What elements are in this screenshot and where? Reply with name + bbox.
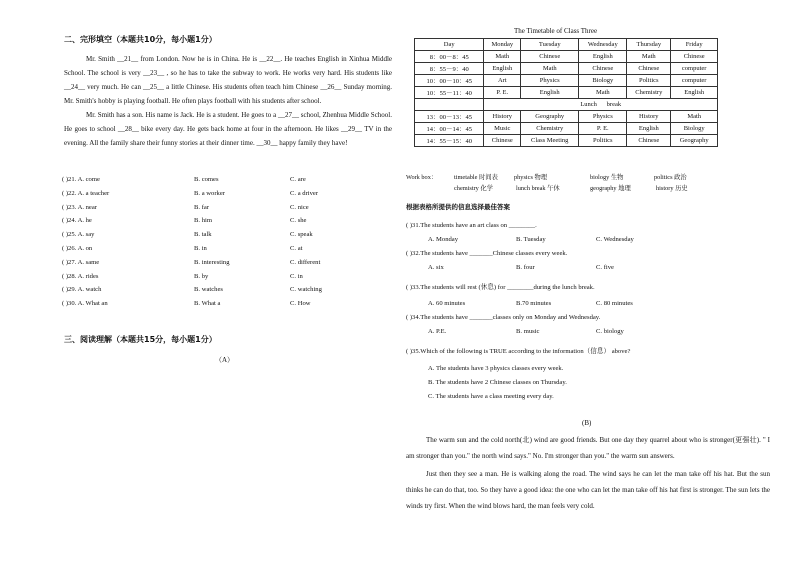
subject-cell: P. E. bbox=[484, 87, 521, 99]
option-b: B. him bbox=[194, 217, 212, 225]
timetable-row bbox=[415, 51, 718, 63]
subject-cell: Politics bbox=[579, 135, 627, 147]
subject-cell: Chinese bbox=[671, 51, 718, 63]
subject-cell: English bbox=[521, 87, 579, 99]
timetable-row bbox=[415, 87, 718, 99]
q31-option-c: C. Wednesday bbox=[596, 236, 634, 243]
subject-cell: History bbox=[484, 111, 521, 123]
subject-cell: Monday bbox=[484, 39, 521, 51]
timetable-row bbox=[415, 135, 718, 147]
subject-cell: Tuesday bbox=[521, 39, 579, 51]
question-option-a: ( )25. A. say bbox=[62, 231, 95, 239]
q32-option-a: A. six bbox=[428, 264, 444, 271]
subject-cell: Chinese bbox=[521, 51, 579, 63]
timetable-row bbox=[415, 75, 718, 87]
subject-cell: Chinese bbox=[484, 135, 521, 147]
subject-cell: Chinese bbox=[627, 63, 671, 75]
option-c: C. different bbox=[290, 258, 321, 266]
cloze-option-row bbox=[62, 245, 392, 257]
cloze-option-row bbox=[62, 286, 392, 298]
option-c: C. are bbox=[290, 176, 306, 183]
cloze-option-row bbox=[62, 190, 392, 202]
question-option-a: ( )23. A. near bbox=[62, 203, 97, 211]
option-c: C. watching bbox=[290, 286, 322, 294]
q35-option-c: C. The students have a class meeting every day. bbox=[428, 393, 554, 400]
word-box-item: geography 地理 bbox=[590, 185, 631, 192]
subject-cell: Politics bbox=[627, 75, 671, 87]
question-31: ( )31.The students have an art class on ________. bbox=[406, 222, 537, 229]
option-c: C. a driver bbox=[290, 189, 319, 197]
cloze-paragraph-1: Mr. Smith __21__ from London. Now he is in China. He is __22__. He teaches English in Xinhua Middle School. The school is very __23__ , so he has to take the subway to work. He works very hard. His students like __24__ very much. He can __25__ a little Chinese. His students often teach him Chinese __26__ Sunday morning. Mr. Smith's hobby is playing football. He often plays football with his students after school. bbox=[64, 55, 392, 105]
cloze-option-row bbox=[62, 300, 392, 312]
subject-cell: Geography bbox=[521, 111, 579, 123]
timetable-row bbox=[415, 63, 718, 75]
section-3-title: 三、阅读理解（本题共15分，每小题1分） bbox=[64, 335, 217, 344]
option-c: C. in bbox=[290, 272, 303, 280]
timetable-row bbox=[415, 111, 718, 123]
timetable-header-row bbox=[415, 39, 718, 51]
question-35: ( )35.Which of the following is TRUE according to the information（信息） above? bbox=[406, 348, 631, 355]
word-box-item: chemistry 化学 bbox=[454, 185, 493, 192]
q34-option-b: B. music bbox=[516, 328, 540, 335]
word-box-item: lunch break 午休 bbox=[516, 185, 560, 192]
subject-cell: Friday bbox=[671, 39, 718, 51]
instruction: 根据表格所提供的信息选择最佳答案 bbox=[406, 203, 510, 211]
part-b-label: (B) bbox=[582, 419, 592, 427]
q33-option-a: A. 60 minutes bbox=[428, 300, 466, 307]
word-box-item: politics 政治 bbox=[654, 174, 687, 181]
subject-cell: English bbox=[579, 51, 627, 63]
option-c: C. at bbox=[290, 245, 303, 252]
subject-cell: English bbox=[627, 123, 671, 135]
timetable-title: The Timetable of Class Three bbox=[514, 27, 598, 35]
option-b: B. interesting bbox=[194, 258, 230, 266]
subject-cell: English bbox=[671, 87, 718, 99]
question-option-a: ( )30. A. What an bbox=[62, 300, 108, 308]
time-cell: 10：55－11：40 bbox=[415, 87, 484, 99]
cloze-option-row bbox=[62, 217, 392, 229]
passage-b-paragraph-1: The warm sun and the cold north(北) wind are good friends. But one day they quarrel about who is stronger(更强壮). " I am stronger than you." the north wind says." No. I'm stronger than you." the warm sun answers. bbox=[406, 436, 770, 460]
option-b: B. a worker bbox=[194, 189, 225, 197]
passage-b bbox=[406, 432, 770, 514]
q34-option-a: A. P.E. bbox=[428, 328, 447, 335]
q33-option-c: C. 80 minutes bbox=[596, 300, 633, 307]
cloze-option-row bbox=[62, 231, 392, 243]
question-option-a: ( )22. A. a teacher bbox=[62, 189, 110, 197]
subject-cell: computer bbox=[671, 63, 718, 75]
option-b: B. What a bbox=[194, 300, 221, 308]
word-box-item: history 历史 bbox=[656, 185, 688, 192]
subject-cell: Math bbox=[521, 63, 579, 75]
word-box-item: timetable 时间表 bbox=[454, 174, 498, 181]
subject-cell: English bbox=[484, 63, 521, 75]
question-option-a: ( )24. A. he bbox=[62, 217, 92, 225]
subject-cell: Chinese bbox=[627, 135, 671, 147]
time-cell bbox=[415, 99, 484, 111]
section-2-title: 二、完形填空（本题共10分，每小题1分） bbox=[64, 35, 217, 44]
subject-cell: Math bbox=[579, 87, 627, 99]
q35-option-b: B. The students have 2 Chinese classes on Thursday. bbox=[428, 379, 567, 386]
subject-cell: Math bbox=[484, 51, 521, 63]
subject-cell: Math bbox=[627, 51, 671, 63]
cloze-option-row bbox=[62, 273, 392, 285]
q34-option-c: C. biology bbox=[596, 328, 624, 335]
question-option-a: ( )27. A. same bbox=[62, 258, 100, 266]
subject-cell: Wednesday bbox=[579, 39, 627, 51]
time-cell: 8：00－8：45 bbox=[415, 51, 484, 63]
q35-option-a: A. The students have 3 physics classes every week. bbox=[428, 365, 564, 372]
option-c: C. she bbox=[290, 217, 307, 225]
time-cell: 14：55－15：40 bbox=[415, 135, 484, 147]
cloze-passage bbox=[64, 52, 392, 150]
subject-cell: computer bbox=[671, 75, 718, 87]
question-32: ( )32.The students have _______Chinese classes every week. bbox=[406, 250, 568, 257]
question-34: ( )34.The students have _______classes only on Monday and Wednesday. bbox=[406, 314, 601, 321]
subject-cell: Art bbox=[484, 75, 521, 87]
passage-b-paragraph-2: Just then they see a man. He is walking along the road. The wind says he can let the man take off his hat. But the sun thinks he can do that, too. So they have a good idea: the one who can let the man take off his hat first is stronger. The sun lets the winds try first. When the wind blows hard, the man feels very cold. bbox=[406, 470, 770, 510]
subject-cell: Physics bbox=[521, 75, 579, 87]
subject-cell: Music bbox=[484, 123, 521, 135]
option-c: C. nice bbox=[290, 203, 309, 211]
q32-option-b: B. four bbox=[516, 264, 535, 271]
cloze-option-row bbox=[62, 176, 392, 188]
timetable-lunch-row bbox=[415, 99, 718, 111]
subject-cell: Biology bbox=[579, 75, 627, 87]
option-c: C. speak bbox=[290, 231, 313, 239]
option-b: B. comes bbox=[194, 176, 219, 183]
option-c: C. How bbox=[290, 300, 311, 308]
q32-option-c: C. five bbox=[596, 264, 614, 271]
subject-cell: Class Meeting bbox=[521, 135, 579, 147]
question-option-a: ( )28. A. rides bbox=[62, 272, 99, 280]
word-box-item: biology 生物 bbox=[590, 174, 624, 181]
time-cell: 10：00－10：45 bbox=[415, 75, 484, 87]
option-b: B. watches bbox=[194, 286, 223, 294]
subject-cell: Thursday bbox=[627, 39, 671, 51]
option-b: B. far bbox=[194, 203, 210, 211]
subject-cell: Chinese bbox=[579, 63, 627, 75]
subject-cell: Geography bbox=[671, 135, 718, 147]
time-cell: 14：00－14：45 bbox=[415, 123, 484, 135]
time-cell: 13：00－13：45 bbox=[415, 111, 484, 123]
time-cell: 8：55－9：40 bbox=[415, 63, 484, 75]
lunch-break-cell: Lunch break bbox=[484, 99, 718, 111]
word-box-item: physics 物理 bbox=[514, 174, 548, 181]
cloze-paragraph-2: Mr. Smith has a son. His name is Jack. He is a student. He goes to a __27__ school, Zhenhua Middle School. He goes to school __28__ bike every day. He gets back home at four in the afternoon. He likes __29__ TV in the evening. All the family share their funny stories at their dinner time. __30__ happy family they have! bbox=[64, 111, 392, 147]
subject-cell: Chemistry bbox=[627, 87, 671, 99]
timetable bbox=[414, 38, 718, 147]
question-33: ( )33.The students will rest (休息) for ________during the lunch break. bbox=[406, 284, 595, 291]
question-option-a: ( )26. A. on bbox=[62, 245, 93, 252]
q31-option-b: B. Tuesday bbox=[516, 236, 546, 243]
cloze-option-row bbox=[62, 259, 392, 271]
subject-cell: P. E. bbox=[579, 123, 627, 135]
part-a-label: （A） bbox=[215, 356, 235, 364]
time-cell: Day bbox=[415, 39, 484, 51]
subject-cell: Biology bbox=[671, 123, 718, 135]
option-b: B. in bbox=[194, 245, 207, 252]
timetable-row bbox=[415, 123, 718, 135]
option-b: B. by bbox=[194, 272, 209, 280]
subject-cell: History bbox=[627, 111, 671, 123]
option-b: B. talk bbox=[194, 231, 212, 239]
cloze-option-row bbox=[62, 204, 392, 216]
subject-cell: Physics bbox=[579, 111, 627, 123]
word-box-label: Work box： bbox=[406, 174, 438, 181]
subject-cell: Chemistry bbox=[521, 123, 579, 135]
q31-option-a: A. Monday bbox=[428, 236, 459, 243]
q33-option-b: B.70 minutes bbox=[516, 300, 552, 307]
subject-cell: Math bbox=[671, 111, 718, 123]
question-option-a: ( )29. A. watch bbox=[62, 286, 102, 294]
question-option-a: ( )21. A. come bbox=[62, 176, 100, 183]
